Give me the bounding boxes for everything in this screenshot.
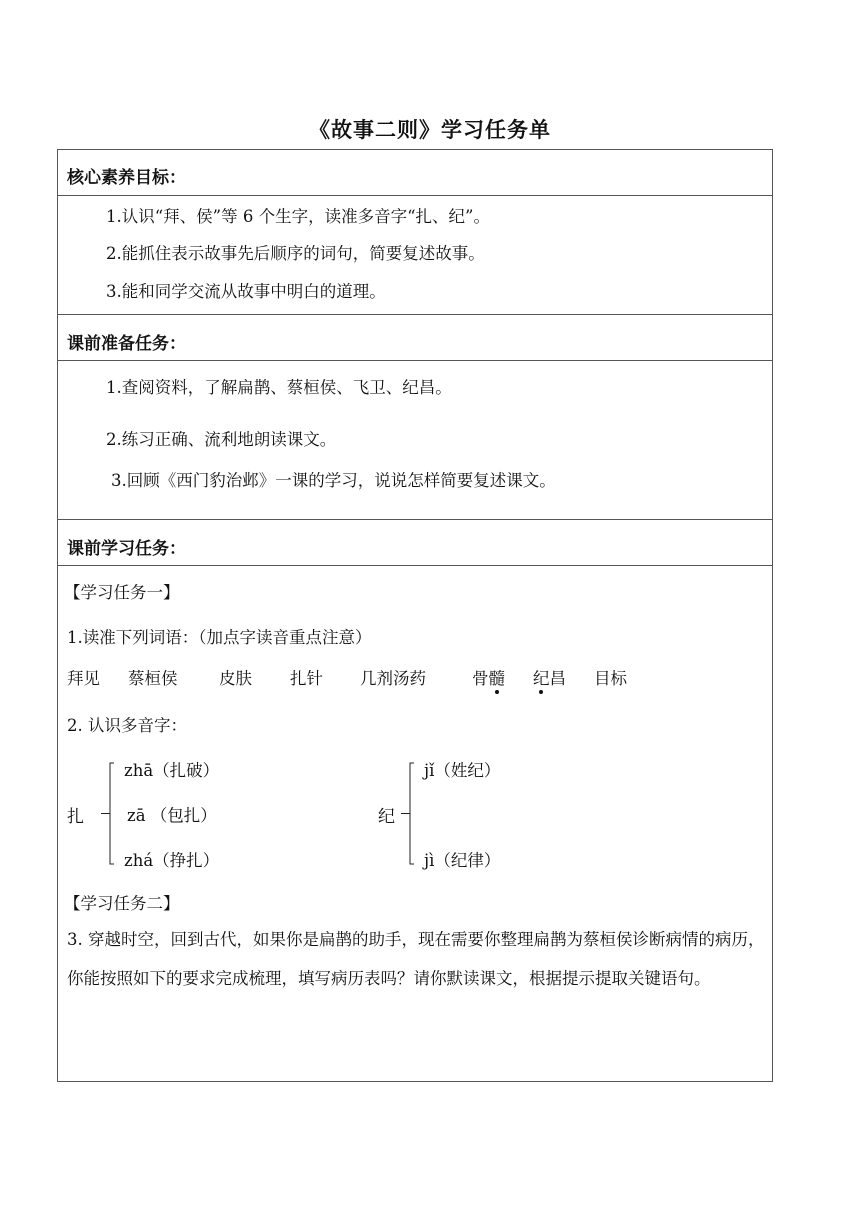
- question-1: 1.读准下列词语：（加点字读音重点注意）: [67, 628, 372, 647]
- word-char: 骨: [472, 669, 489, 688]
- word-item: 目标: [594, 669, 627, 688]
- word-item: 拜见: [67, 669, 100, 688]
- ji-char: 纪: [378, 807, 395, 827]
- prep-task-3: 3.回顾《西门豹治邺》一课的学习，说说怎样简要复述课文。: [111, 471, 556, 490]
- question-3: 3. 穿越时空，回到古代，如果你是扁鹊的助手，现在需要你整理扁鹊为蔡桓侯诊断病情的病历，你能按照如下的要求完成梳理，填写病历表吗？请你默读课文，根据提示提取关键语句。: [67, 930, 765, 988]
- page-title: 《故事二则》学习任务单: [309, 117, 551, 142]
- word-item: 扎针: [290, 669, 323, 688]
- study-tasks-heading: 课前学习任务：: [67, 539, 186, 559]
- ji-brace: [398, 760, 418, 870]
- prep-tasks-heading: 课前准备任务：: [67, 334, 186, 354]
- row-divider: [58, 195, 772, 196]
- dotted-char: 纪: [533, 665, 550, 689]
- zha-reading-3: zhá（挣扎）: [124, 851, 220, 870]
- word-item: 几剂汤药: [360, 669, 426, 688]
- word-item: 皮肤: [219, 669, 252, 688]
- core-goal-2: 2.能抓住表示故事先后顺序的词句，简要复述故事。: [106, 244, 485, 263]
- prep-task-2: 2.练习正确、流利地朗读课文。: [106, 430, 337, 449]
- ji-reading-2: jì（纪律）: [424, 851, 501, 870]
- word-item-jichang: [533, 665, 566, 689]
- row-divider: [58, 360, 772, 361]
- ji-reading-1: jǐ（姓纪）: [424, 761, 501, 780]
- word-char: 昌: [549, 669, 566, 688]
- task-sheet-table: [57, 149, 773, 1082]
- prep-task-1: 1.查阅资料，了解扁鹊、蔡桓侯、飞卫、纪昌。: [106, 378, 452, 397]
- dotted-char: 髓: [489, 665, 506, 689]
- zha-brace: [98, 760, 118, 870]
- question-2: 2. 认识多音字：: [67, 716, 187, 735]
- word-item: 蔡桓侯: [128, 669, 178, 688]
- core-goals-heading: 核心素养目标：: [67, 168, 186, 188]
- row-divider: [58, 314, 772, 315]
- core-goal-1: 1.认识“拜、侯”等 6 个生字，读准多音字“扎、纪”。: [106, 207, 490, 226]
- zha-char: 扎: [67, 807, 84, 827]
- row-divider: [58, 565, 772, 566]
- task-one-label: 【学习任务一】: [64, 583, 180, 602]
- zha-reading-1: zhā（扎破）: [124, 761, 220, 780]
- task-two-label: 【学习任务二】: [64, 894, 180, 913]
- row-divider: [58, 519, 772, 520]
- word-item-guisui: [472, 665, 505, 689]
- zha-reading-2: zā （包扎）: [127, 806, 217, 825]
- core-goal-3: 3.能和同学交流从故事中明白的道理。: [106, 282, 386, 301]
